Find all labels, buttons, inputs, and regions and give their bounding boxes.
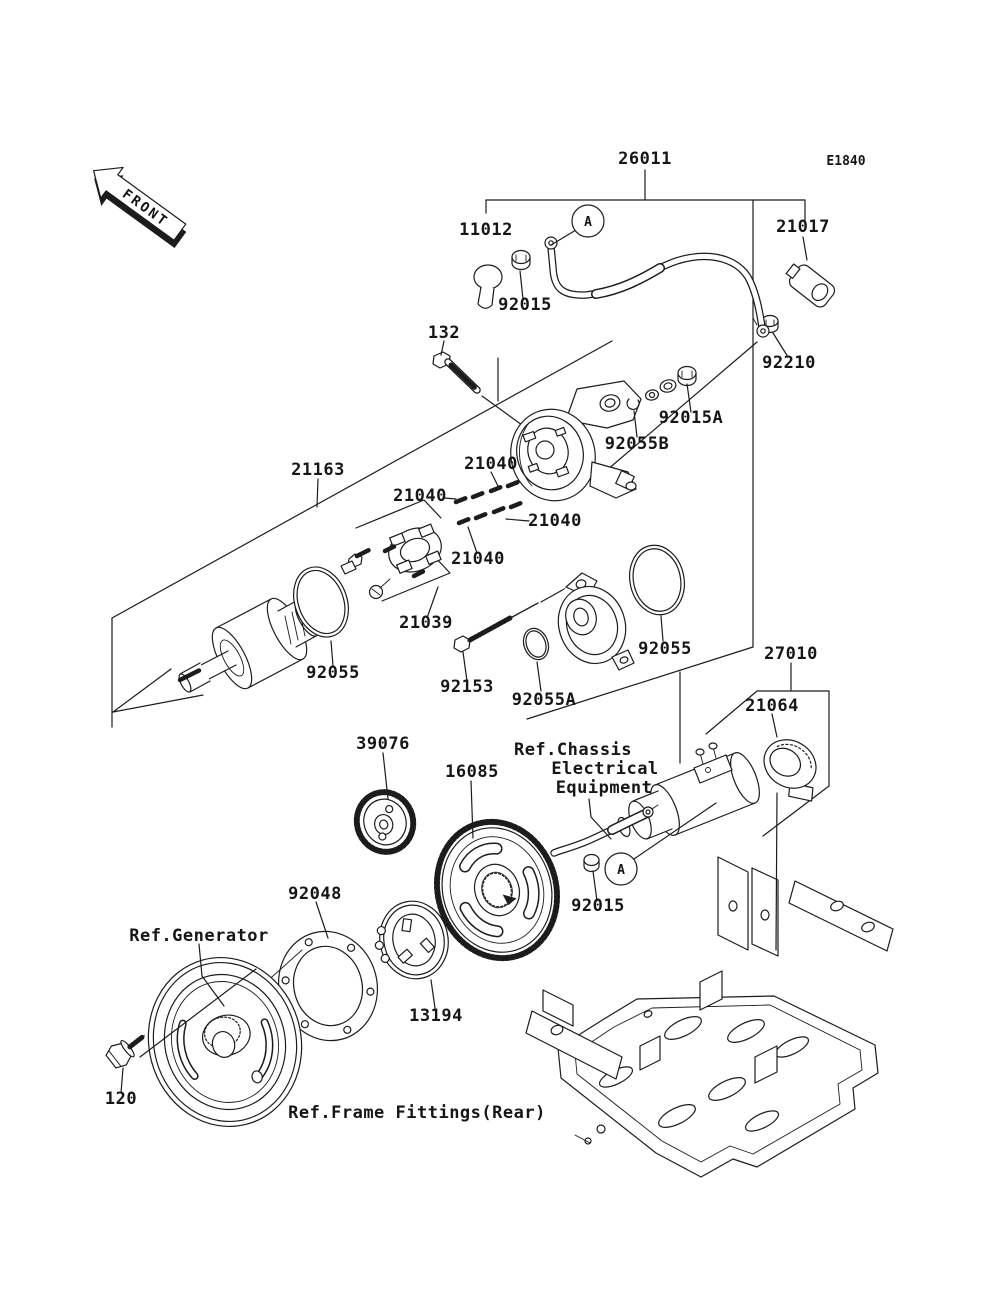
bolt-120-drawing [104, 1026, 152, 1071]
part-label-27010: 27010 [764, 644, 818, 664]
nut-92015-top-drawing [512, 251, 530, 270]
part-label-21064: 21064 [745, 696, 799, 716]
detail-marker-a-bottom [605, 853, 637, 885]
bolt-132-drawing [433, 352, 477, 390]
part-label-21039: 21039 [399, 613, 453, 633]
ref-frame-label: Ref.Frame Fittings(Rear) [288, 1103, 546, 1123]
tray-right-bracket [718, 857, 893, 956]
part-label-21040-2: 21040 [393, 486, 447, 506]
front-label: FRONT [119, 186, 172, 231]
part-label-92048: 92048 [288, 884, 342, 904]
gear-housing-drawing [549, 573, 636, 672]
part-label-21040-4: 21040 [451, 549, 505, 569]
ref-chassis-line3: Equipment [555, 778, 653, 798]
part-label-16085: 16085 [445, 762, 499, 782]
part-label-26011: 26011 [618, 149, 672, 169]
part-label-92055-right: 92055 [638, 639, 692, 659]
idle-gear-drawing [344, 780, 426, 864]
part-label-92055b: 92055B [604, 434, 670, 454]
brush-spring-pins [456, 482, 521, 523]
detail-marker-a-top [572, 205, 604, 237]
diagram-code-label: E1840 [826, 154, 866, 169]
part-label-21040-1: 21040 [464, 454, 518, 474]
part-label-11012: 11012 [459, 220, 513, 240]
part-label-92055-left: 92055 [306, 663, 360, 683]
damper-21064-drawing [752, 730, 834, 808]
part-label-21163: 21163 [291, 460, 345, 480]
part-label-39076: 39076 [356, 734, 410, 754]
ref-chassis-line2: Electrical [551, 759, 659, 779]
front-arrow-icon [79, 154, 195, 255]
oring-92055a-drawing [519, 625, 552, 663]
part-label-92055a: 92055A [511, 690, 577, 710]
part-label-92015a: 92015A [658, 408, 724, 428]
part-label-120: 120 [104, 1089, 138, 1109]
part-label-92015-top: 92015 [498, 295, 552, 315]
part-label-92015-bottom: 92015 [571, 896, 625, 916]
brush-holder-drawing [341, 520, 448, 598]
ref-generator-label: Ref.Generator [129, 926, 269, 946]
part-label-21017: 21017 [776, 217, 830, 237]
cable-26011-drawing [545, 237, 769, 337]
holder-21017-drawing [782, 259, 837, 310]
part-label-13194: 13194 [409, 1006, 463, 1026]
detail-marker-a-bottom-letter: A [617, 863, 625, 878]
part-label-92210: 92210 [762, 353, 816, 373]
part-label-132: 132 [427, 323, 461, 343]
ref-chassis-line1: Ref.Chassis [513, 740, 633, 760]
detail-marker-a-top-letter: A [584, 215, 592, 230]
oring-92055-right-drawing [623, 540, 690, 620]
part-label-21040-3: 21040 [528, 511, 582, 531]
part-label-92153: 92153 [440, 677, 494, 697]
